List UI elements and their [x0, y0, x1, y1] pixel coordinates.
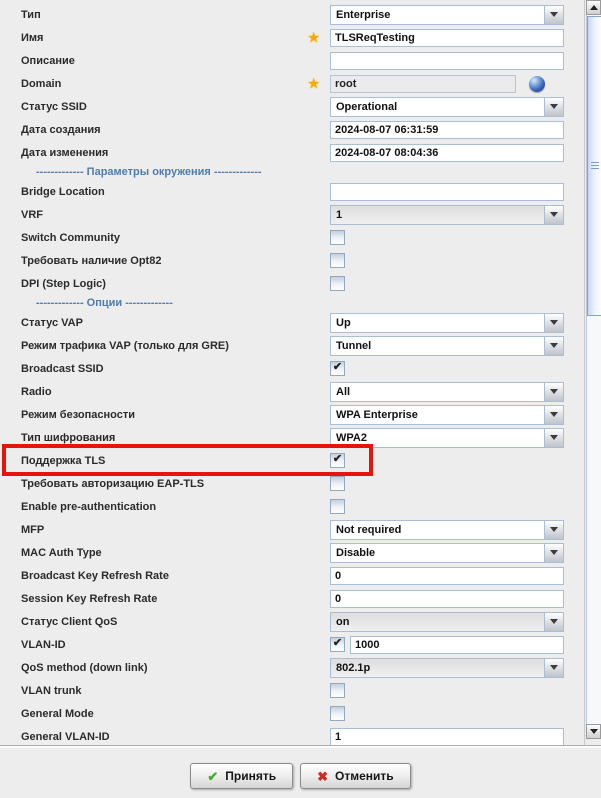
- ssid-status-label: Статус SSID: [21, 100, 87, 113]
- tls-support-controls: [330, 453, 564, 468]
- creation-date-input[interactable]: [330, 121, 564, 139]
- arrow-down-icon: [590, 729, 598, 734]
- form-row-type: [0, 3, 584, 26]
- vap-traffic-mode-controls: [330, 336, 564, 356]
- form-row-vrf: [0, 203, 584, 226]
- form-row-general-mode: [0, 702, 584, 725]
- globe-icon[interactable]: [529, 76, 545, 92]
- radio-dropdown-value: All: [336, 385, 351, 398]
- creation-date-controls: [330, 121, 564, 139]
- form-row-ssid-status: [0, 95, 584, 118]
- vlan-trunk-controls: [330, 683, 564, 698]
- dpi-step-logic-controls: [330, 276, 564, 291]
- mfp-dropdown-value: Not required: [336, 523, 402, 536]
- vap-traffic-mode-dropdown-value: Tunnel: [336, 339, 372, 352]
- options-section-header: ------------- Опции -------------: [36, 297, 173, 309]
- client-qos-status-controls: [330, 612, 564, 632]
- mfp-label: MFP: [21, 523, 45, 536]
- bridge-location-controls: [330, 183, 564, 201]
- cancel-button[interactable]: [300, 763, 411, 789]
- form-row-require-opt82: [0, 249, 584, 272]
- ssid-status-controls: [330, 97, 564, 117]
- checkmark-icon: ✔: [332, 361, 343, 373]
- scrollbar-down-button[interactable]: [586, 724, 601, 739]
- form-row-mac-auth-type: [0, 541, 584, 564]
- accept-button[interactable]: [190, 763, 293, 789]
- tls-support-checkbox[interactable]: [330, 453, 345, 468]
- session-key-refresh-rate-controls: [330, 590, 564, 608]
- form-row-description: [0, 49, 584, 72]
- required-star-icon: ★: [307, 29, 321, 46]
- chevron-down-icon[interactable]: [544, 659, 563, 677]
- general-vlan-id-input[interactable]: [330, 728, 564, 746]
- broadcast-key-refresh-rate-controls: [330, 567, 564, 585]
- type-dropdown-value: Enterprise: [336, 8, 391, 21]
- vlan-trunk-checkbox[interactable]: [330, 683, 345, 698]
- form-row-tls-support: [0, 449, 584, 472]
- vap-status-label: Статус VAP: [21, 316, 83, 329]
- vap-status-dropdown[interactable]: [330, 313, 564, 333]
- vap-traffic-mode-label: Режим трафика VAP (только для GRE): [21, 339, 229, 352]
- form-row-session-key-refresh-rate: [0, 587, 584, 610]
- domain-field: root: [330, 75, 516, 93]
- form-row-name: [0, 26, 584, 49]
- general-mode-label: General Mode: [21, 707, 94, 720]
- vap-status-dropdown-value: Up: [336, 316, 351, 329]
- form-row-qos-method-downlink: [0, 656, 584, 679]
- form-row-vlan-trunk: [0, 679, 584, 702]
- form-row-radio: [0, 380, 584, 403]
- chevron-down-icon[interactable]: [544, 6, 563, 24]
- chevron-down-icon[interactable]: [544, 613, 563, 631]
- chevron-down-icon[interactable]: [544, 383, 563, 401]
- encryption-type-dropdown[interactable]: [330, 428, 564, 448]
- green-check-icon: ✔: [207, 768, 219, 784]
- name-controls: [307, 29, 564, 47]
- enable-pre-authentication-controls: [330, 499, 564, 514]
- scrollbar-up-button[interactable]: [586, 0, 601, 15]
- chevron-down-icon[interactable]: [544, 544, 563, 562]
- mfp-controls: [330, 520, 564, 540]
- form-row-dpi-step-logic: [0, 272, 584, 295]
- qos-method-downlink-label: QoS method (down link): [21, 661, 148, 674]
- general-mode-checkbox[interactable]: [330, 706, 345, 721]
- broadcast-ssid-label: Broadcast SSID: [21, 362, 104, 375]
- red-cross-icon: ✖: [317, 768, 328, 784]
- session-key-refresh-rate-label: Session Key Refresh Rate: [21, 592, 158, 605]
- mac-auth-type-controls: [330, 543, 564, 563]
- form-row-broadcast-ssid: [0, 357, 584, 380]
- encryption-type-dropdown-value: WPA2: [336, 431, 367, 444]
- client-qos-status-label: Статус Client QoS: [21, 615, 118, 628]
- security-mode-dropdown[interactable]: [330, 405, 564, 425]
- chevron-down-icon[interactable]: [544, 314, 563, 332]
- vertical-scrollbar[interactable]: [584, 0, 601, 745]
- general-mode-controls: [330, 706, 564, 721]
- client-qos-status-dropdown-value: on: [336, 615, 350, 628]
- require-opt82-label: Требовать наличие Opt82: [21, 254, 162, 267]
- vrf-label: VRF: [21, 208, 43, 221]
- name-input[interactable]: [330, 29, 564, 47]
- checkmark-icon: ✔: [332, 637, 343, 649]
- vrf-controls: [330, 205, 564, 225]
- form-row-encryption-type: [0, 426, 584, 449]
- checkmark-icon: ✔: [332, 453, 343, 465]
- qos-method-downlink-controls: [330, 658, 564, 678]
- form-row-vap-traffic-mode: [0, 334, 584, 357]
- tls-support-label: Поддержка TLS: [21, 454, 106, 467]
- chevron-down-icon[interactable]: [544, 406, 563, 424]
- encryption-type-controls: [330, 428, 564, 448]
- description-controls: [330, 52, 564, 70]
- require-opt82-checkbox[interactable]: [330, 253, 345, 268]
- form-row-bridge-location: [0, 180, 584, 203]
- form-row-vap-status: [0, 311, 584, 334]
- vlan-id-label: VLAN-ID: [21, 638, 66, 651]
- vlan-trunk-label: VLAN trunk: [21, 684, 82, 697]
- vlan-id-controls: [330, 636, 564, 654]
- security-mode-dropdown-value: WPA Enterprise: [336, 408, 418, 421]
- description-label: Описание: [21, 54, 75, 67]
- chevron-down-icon[interactable]: [544, 429, 563, 447]
- qos-method-downlink-dropdown[interactable]: [330, 658, 564, 678]
- general-vlan-id-controls: [330, 728, 564, 746]
- environment-params-section-header: ------------- Параметры окружения -------------: [36, 166, 262, 178]
- domain-controls: [307, 75, 564, 93]
- form-row-switch-community: [0, 226, 584, 249]
- vlan-id-checkbox[interactable]: [330, 637, 345, 652]
- scrollbar-thumb[interactable]: [587, 16, 601, 316]
- form-row-mfp: [0, 518, 584, 541]
- chevron-down-icon[interactable]: [544, 521, 563, 539]
- form-row-general-vlan-id: [0, 725, 584, 746]
- arrow-up-icon: [590, 5, 598, 10]
- broadcast-key-refresh-rate-input[interactable]: [330, 567, 564, 585]
- security-mode-controls: [330, 405, 564, 425]
- scrollbar-grip-icon: [591, 162, 599, 170]
- vrf-dropdown-value: 1: [336, 208, 343, 221]
- radio-dropdown[interactable]: [330, 382, 564, 402]
- modification-date-input[interactable]: [330, 144, 564, 162]
- qos-method-downlink-dropdown-value: 802.1p: [336, 661, 371, 674]
- creation-date-label: Дата создания: [21, 123, 101, 136]
- name-label: Имя: [21, 31, 44, 44]
- security-mode-label: Режим безопасности: [21, 408, 135, 421]
- type-dropdown[interactable]: [330, 5, 564, 25]
- domain-label: Domain: [21, 77, 62, 90]
- vlan-id-input[interactable]: [350, 636, 564, 654]
- form-row-modification-date: [0, 141, 584, 164]
- require-opt82-controls: [330, 253, 564, 268]
- client-qos-status-dropdown[interactable]: [330, 612, 564, 632]
- required-star-icon: ★: [307, 75, 321, 92]
- general-vlan-id-label: General VLAN-ID: [21, 730, 110, 743]
- session-key-refresh-rate-input[interactable]: [330, 590, 564, 608]
- encryption-type-label: Тип шифрования: [21, 431, 116, 444]
- vap-status-controls: [330, 313, 564, 333]
- vap-traffic-mode-dropdown[interactable]: [330, 336, 564, 356]
- form-row-vlan-id: [0, 633, 584, 656]
- vrf-dropdown[interactable]: [330, 205, 564, 225]
- scrollbar-track[interactable]: [586, 15, 601, 724]
- dpi-step-logic-label: DPI (Step Logic): [21, 277, 106, 290]
- radio-label: Radio: [21, 385, 52, 398]
- enable-pre-authentication-label: Enable pre-authentication: [21, 500, 157, 513]
- require-eap-tls-auth-label: Требовать авторизацию EAP-TLS: [21, 477, 205, 490]
- form-row-creation-date: [0, 118, 584, 141]
- chevron-down-icon[interactable]: [544, 206, 563, 224]
- chevron-down-icon[interactable]: [544, 337, 563, 355]
- form-row-domain: [0, 72, 584, 95]
- modification-date-label: Дата изменения: [21, 146, 109, 159]
- mac-auth-type-dropdown[interactable]: [330, 543, 564, 563]
- mac-auth-type-label: MAC Auth Type: [21, 546, 102, 559]
- ssid-status-dropdown-value: Operational: [336, 100, 398, 113]
- cancel-button-label: Отменить: [335, 769, 394, 783]
- enable-pre-authentication-checkbox[interactable]: [330, 499, 345, 514]
- ssid-status-dropdown[interactable]: [330, 97, 564, 117]
- description-input[interactable]: [330, 52, 564, 70]
- dialog-button-bar: [0, 748, 601, 798]
- dpi-step-logic-checkbox[interactable]: [330, 276, 345, 291]
- modification-date-controls: [330, 144, 564, 162]
- require-eap-tls-auth-controls: [330, 476, 564, 491]
- require-eap-tls-auth-checkbox[interactable]: [330, 476, 345, 491]
- broadcast-ssid-controls: [330, 361, 564, 376]
- radio-controls: [330, 382, 564, 402]
- broadcast-key-refresh-rate-label: Broadcast Key Refresh Rate: [21, 569, 169, 582]
- mfp-dropdown[interactable]: [330, 520, 564, 540]
- bridge-location-label: Bridge Location: [21, 185, 105, 198]
- switch-community-controls: [330, 230, 564, 245]
- form-row-broadcast-key-refresh-rate: [0, 564, 584, 587]
- type-label: Тип: [21, 8, 41, 21]
- bridge-location-input[interactable]: [330, 183, 564, 201]
- chevron-down-icon[interactable]: [544, 98, 563, 116]
- type-controls: [330, 5, 564, 25]
- broadcast-ssid-checkbox[interactable]: [330, 361, 345, 376]
- form-row-enable-pre-authentication: [0, 495, 584, 518]
- switch-community-label: Switch Community: [21, 231, 121, 244]
- form-row-security-mode: [0, 403, 584, 426]
- accept-button-label: Принять: [225, 769, 277, 783]
- mac-auth-type-dropdown-value: Disable: [336, 546, 376, 559]
- form-row-require-eap-tls-auth: [0, 472, 584, 495]
- switch-community-checkbox[interactable]: [330, 230, 345, 245]
- form-row-client-qos-status: [0, 610, 584, 633]
